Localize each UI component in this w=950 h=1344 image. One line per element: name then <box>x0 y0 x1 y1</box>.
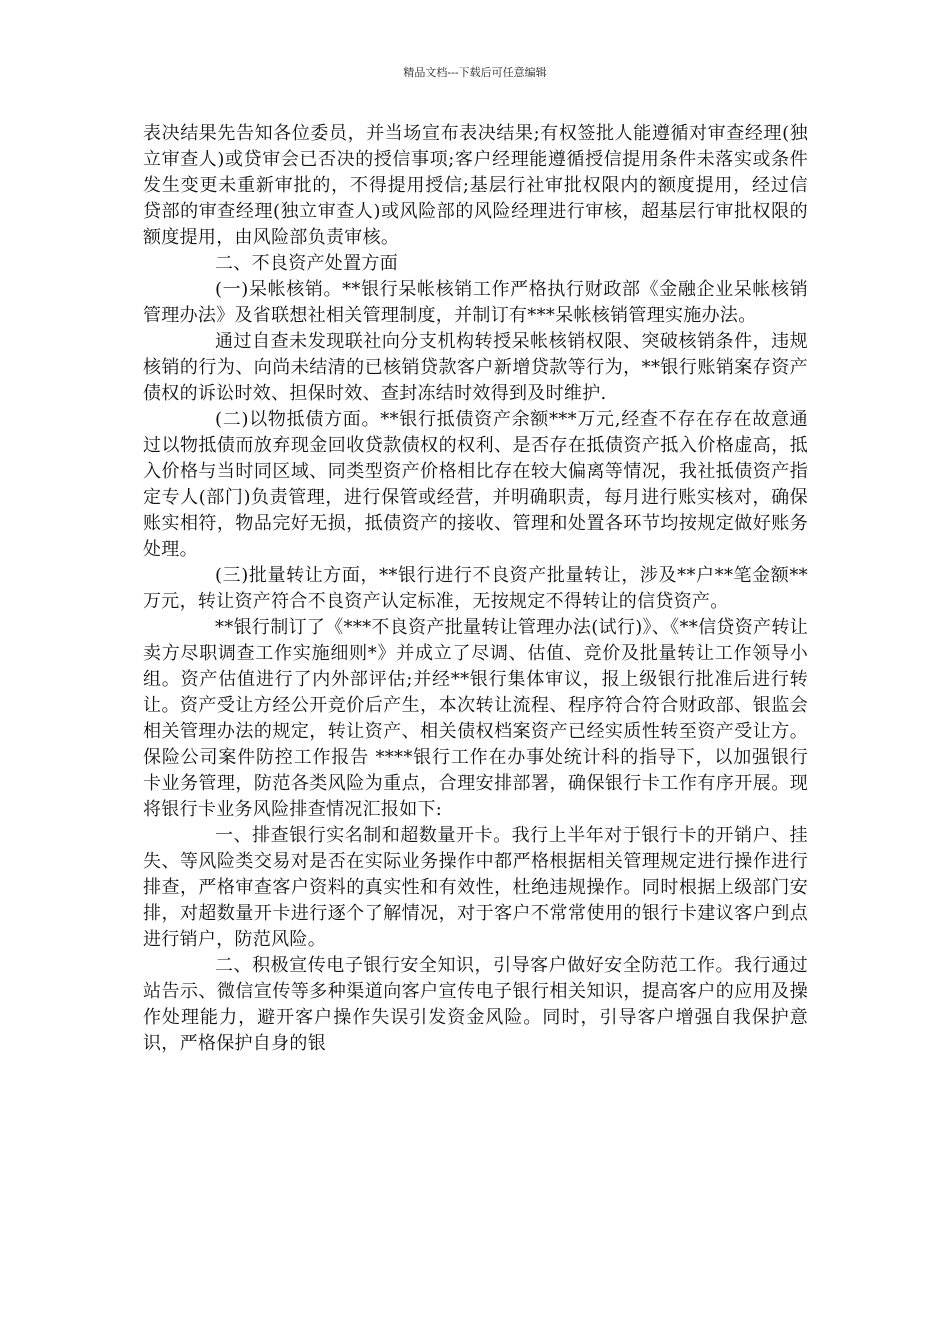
paragraph-approval-rules: 表决结果先告知各位委员，并当场宣布表决结果;有权签批人能遵循对审查经理(独立审查人)或贷审会已否决的授信事项;客户经理能遵循授信提用条件未落实或条件发生变更未重新审批的，不得提用授信;基层行社审批权限内的额度提用，经过信贷部的审查经理(独立审查人)或风险部的风险经理进行审核，超基层行审批权限的额度提用，由风险部负责审核。 <box>143 123 808 248</box>
paragraph-real-name-cards: 一、排查银行实名制和超数量开卡。我行上半年对于银行卡的开销户、挂失、等风险类交易对是否在实际业务操作中都严格根据相关管理规定进行操作进行排查，严格审查客户资料的真实性和有效性，杜绝违规操作。同时根据上级部门安排，对超数量开卡进行逐个了解情况，对于客户不常常使用的银行卡建议客户到点进行销户，防范风险。 <box>143 825 808 950</box>
paragraph-bad-debt-writeoff: (一)呆帐核销。**银行呆帐核销工作严格执行财政部《金融企业呆帐核销管理办法》及省联想社相关管理制度，并制订有***呆帐核销管理实施办法。 <box>143 279 808 326</box>
paragraph-e-banking-safety: 二、积极宣传电子银行安全知识，引导客户做好安全防范工作。我行通过站告示、微信宣传等多种渠道向客户宣传电子银行相关知识，提高客户的应用及操作处理能力，避开客户操作失误引发资金风险。同时，引导客户增强自我保护意识，严格保护自身的银 <box>143 955 808 1054</box>
document-body <box>143 121 808 1057</box>
section-heading-nonperforming-assets: 二、不良资产处置方面 <box>215 253 398 274</box>
page-header: 精品文档---下载后可任意编辑 <box>403 66 547 79</box>
paragraph-transfer-procedure: **银行制订了《***不良资产批量转让管理办法(试行)》、《**信贷资产转让卖方尽职调查工作实施细则*》并成立了尽调、估值、竞价及批量转让工作领导小组。资产估值进行了内外部评估;并经**银行集体审议，报上级银行批准后进行转让。资产受让方经公开竞价后产生，本次转让流程、程序符合符合财政部、银监会相关管理办法的规定，转让资产、相关债权档案资产已经实质性转至资产受让方。 保险公司案件防控工作报告 ****银行工作在办事处统计科的指导下，以加强银行卡业务管理，防范各类风险为重点，合理安排部署，确保银行卡工作有序开展。现将银行卡业务风险排查情况汇报如下: <box>143 617 808 820</box>
paragraph-foreclosed-assets: (二)以物抵债方面。**银行抵债资产余额***万元,经查不存在存在故意通过以物抵债而放弃现金回收贷款债权的权利、是否存在抵债资产抵入价格虚高，抵入价格与当时同区域、同类型资产价格相比存在较大偏离等情况，我社抵债资产指定专人(部门)负责管理，进行保管或经营，并明确职责，每月进行账实核对，确保账实相符，物品完好无损，抵债资产的接收、管理和处置各环节均按规定做好账务处理。 <box>143 409 808 560</box>
paragraph-self-inspection: 通过自查未发现联社向分支机构转授呆帐核销权限、突破核销条件，违规核销的行为、向尚未结清的已核销贷款客户新增贷款等行为，**银行账销案存资产债权的诉讼时效、担保时效、查封冻结时效得到及时维护. <box>143 331 808 404</box>
paragraph-batch-transfer: (三)批量转让方面，**银行进行不良资产批量转让，涉及**户**笔金额**万元，转让资产符合不良资产认定标准，无按规定不得转让的信贷资产。 <box>143 565 808 612</box>
